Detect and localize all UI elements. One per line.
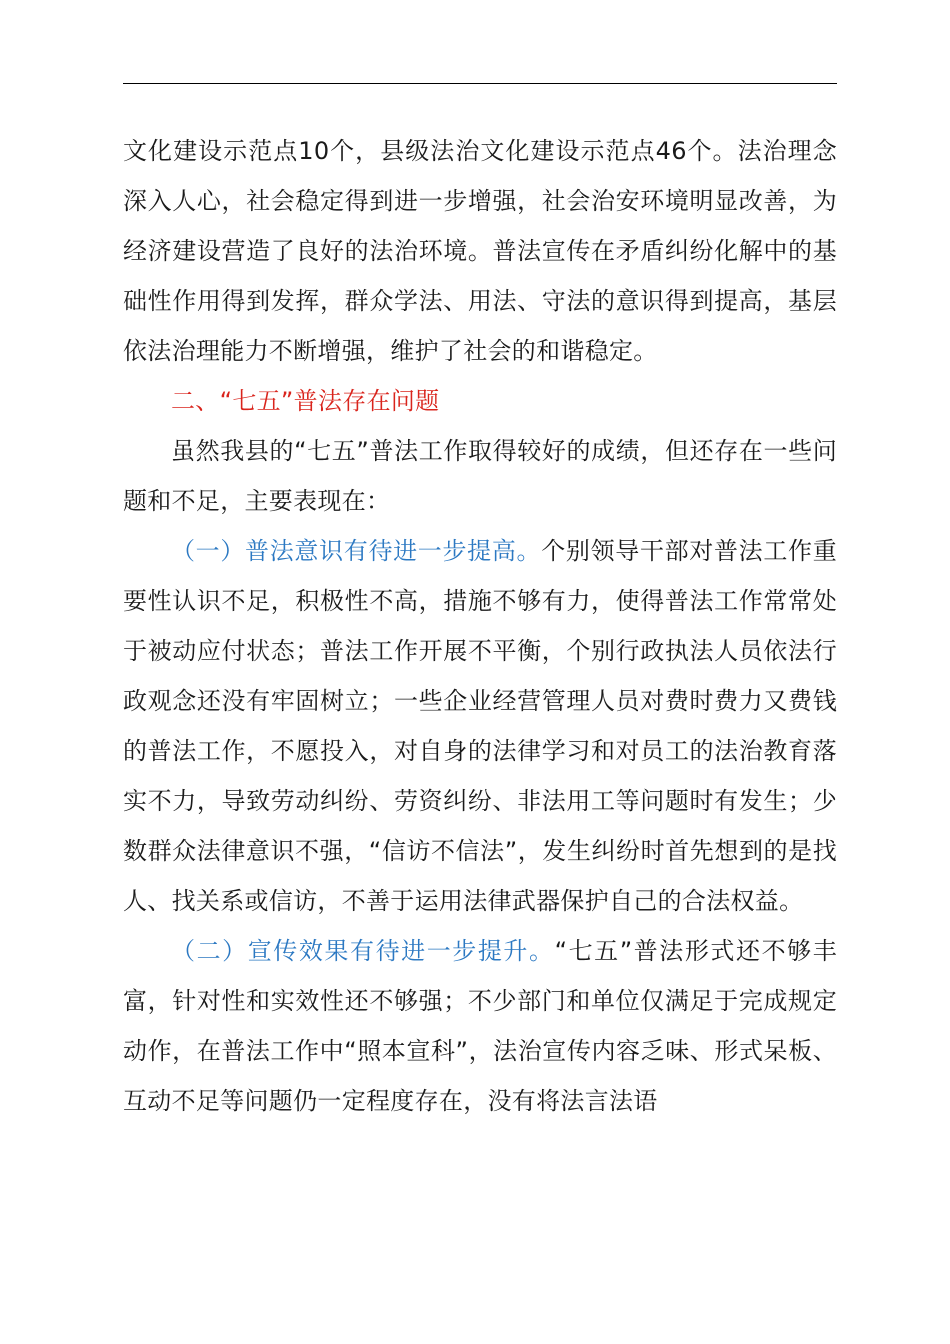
subheading-publicity: （二）宣传效果有待进一步提升。	[171, 937, 555, 965]
subheading-awareness: （一）普法意识有待进一步提高。	[171, 537, 542, 565]
paragraph-publicity-body: “七五”普法形式还不够丰富，针对性和实效性还不够强；不少部门和单位仅满足于完成规定动作，在普法工作中“照本宣科”，法治宣传内容乏味、形式呆板、互动不足等问题仍一定程度存在，没有将法言法语	[123, 937, 838, 1115]
paragraph-awareness	[123, 526, 837, 926]
paragraph-publicity	[123, 926, 837, 1126]
paragraph-problems-intro: 虽然我县的“七五”普法工作取得较好的成绩，但还存在一些问题和不足，主要表现在：	[123, 437, 837, 515]
paragraph-achievements: 文化建设示范点10个，县级法治文化建设示范点46个。法治理念深入人心，社会稳定得到进一步增强，社会治安环境明显改善，为经济建设营造了良好的法治环境。普法宣传在矛盾纠纷化解中的基础性作用得到发挥，群众学法、用法、守法的意识得到提高，基层依法治理能力不断增强，维护了社会的和谐稳定。	[123, 137, 837, 365]
document-body	[123, 126, 837, 1126]
section-heading-problems: 二、“七五”普法存在问题	[171, 387, 440, 415]
paragraph-awareness-body: 个别领导干部对普法工作重要性认识不足，积极性不高，措施不够有力，使得普法工作常常处于被动应付状态；普法工作开展不平衡，个别行政执法人员依法行政观念还没有牢固树立；一些企业经营管理人员对费时费力又费钱的普法工作，不愿投入，对自身的法律学习和对员工的法治教育落实不力，导致劳动纠纷、劳资纠纷、非法用工等问题时有发生；少数群众法律意识不强，“信访不信法”，发生纠纷时首先想到的是找人、找关系或信访，不善于运用法律武器保护自己的合法权益。	[123, 537, 838, 915]
header-rule	[123, 83, 837, 84]
